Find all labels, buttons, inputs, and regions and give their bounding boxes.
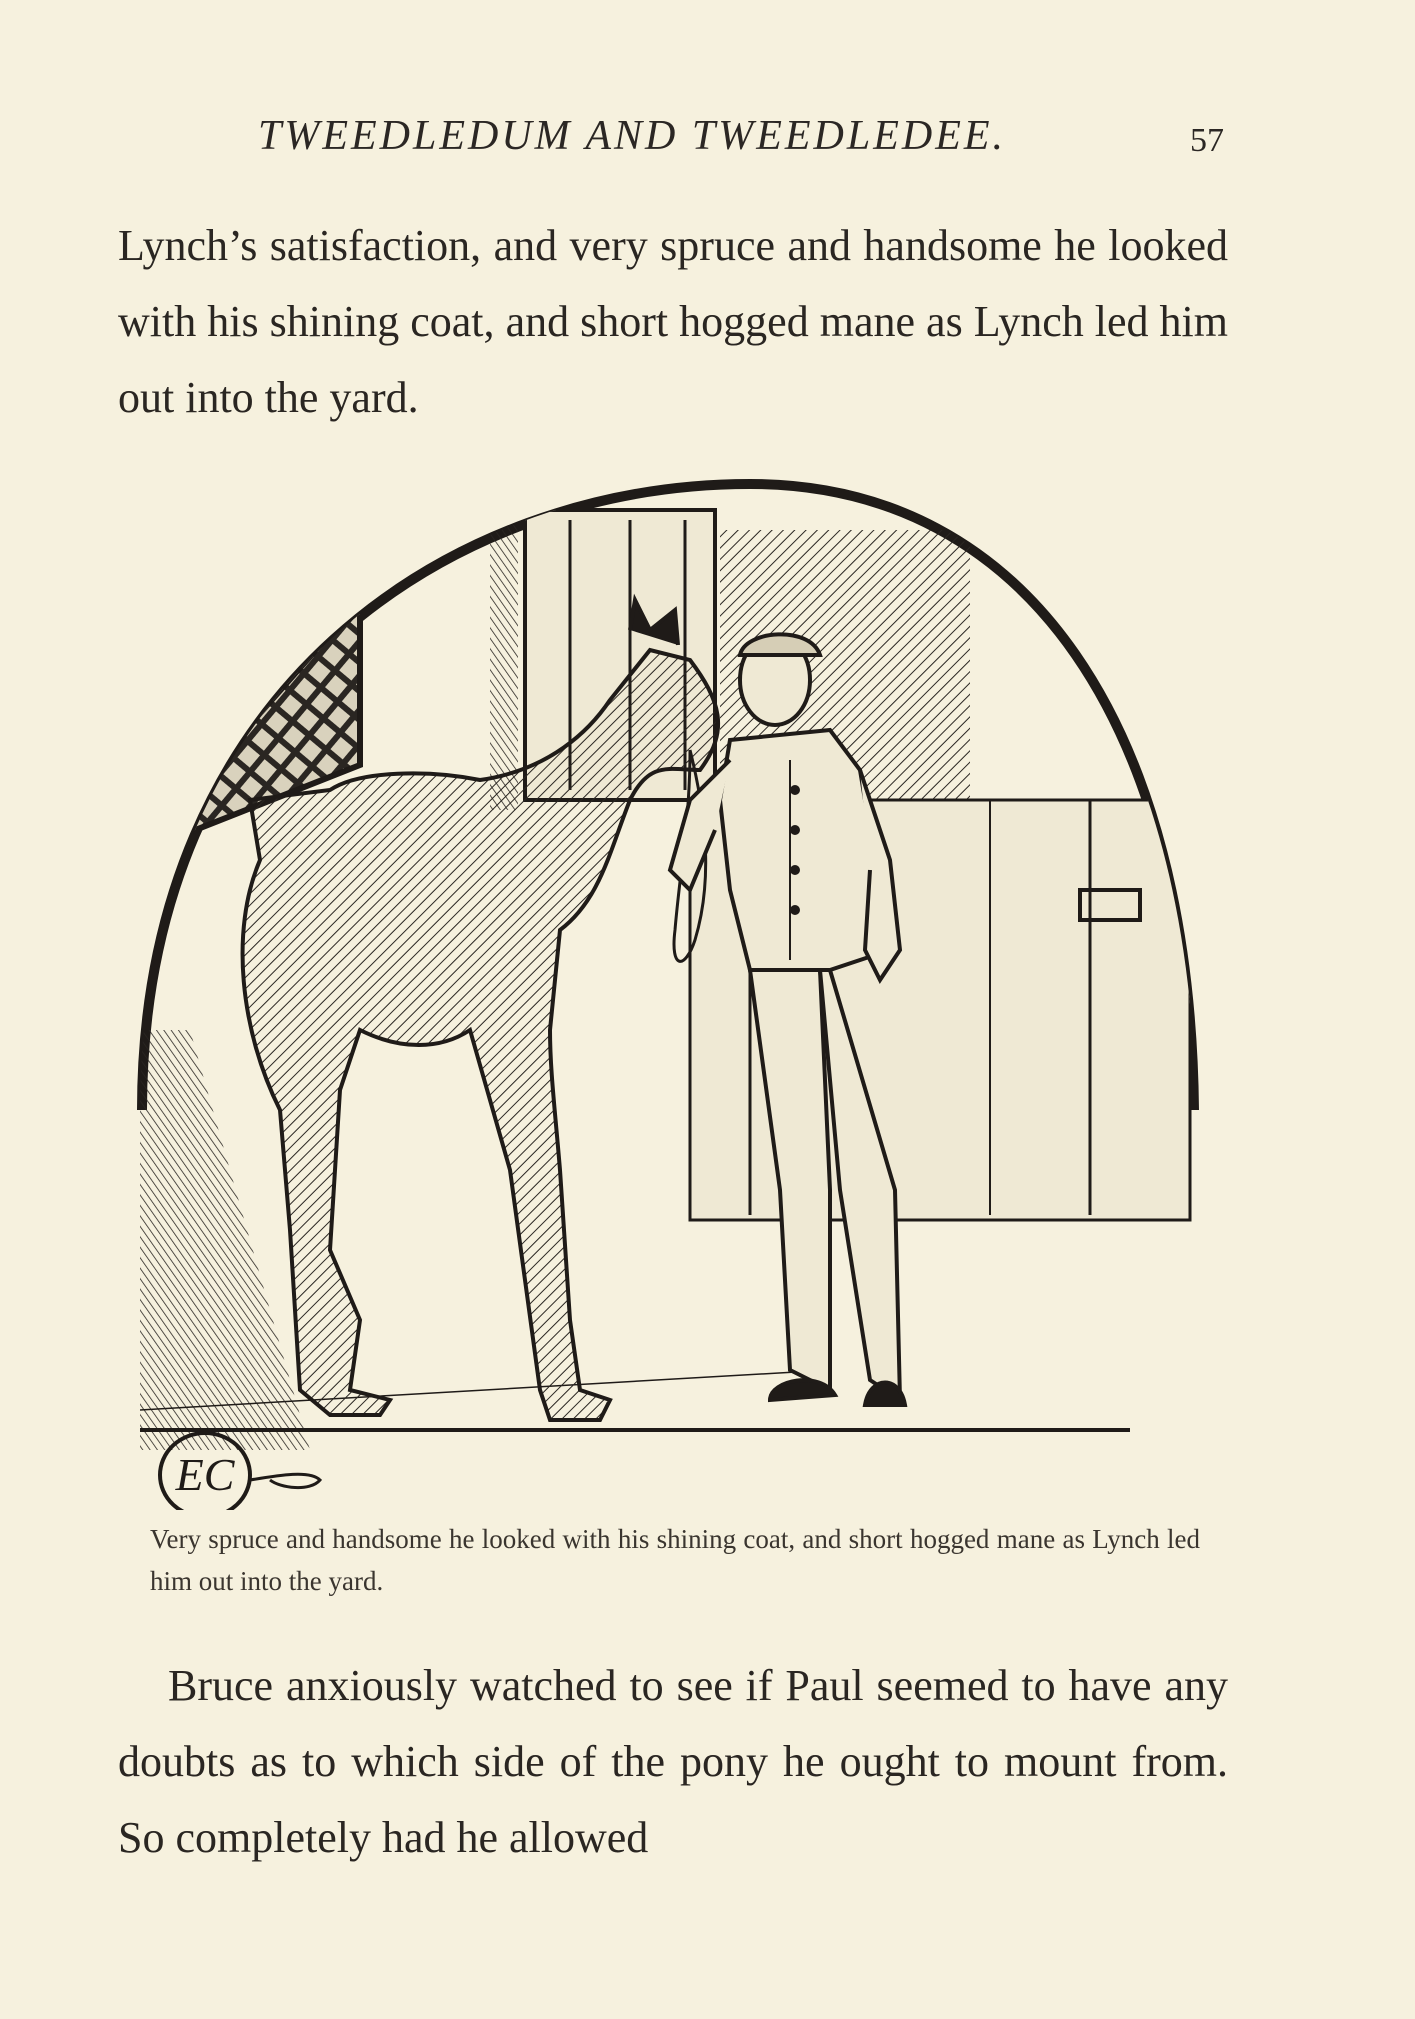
paragraph-top: Lynch’s satisfaction, and very spruce and handsome he looked with his shining coat, and short hogged mane as Lynch led him out into the yard. <box>118 221 1228 422</box>
stable-illustration <box>130 470 1230 1510</box>
svg-text:EC: EC <box>175 1449 235 1500</box>
running-head: TWEEDLEDUM AND TWEEDLEDEE. <box>258 113 1007 159</box>
page-number: 57 <box>1190 122 1224 159</box>
figure-caption: Very spruce and handsome he looked with his shining coat, and short hogged mane as Lynch led him out into the yard. <box>150 1524 1200 1596</box>
paragraph-bottom: Bruce anxiously watched to see if Paul seemed to have any doubts as to which side of the pony he ought to mount from. So completely had he allowed <box>118 1661 1228 1862</box>
